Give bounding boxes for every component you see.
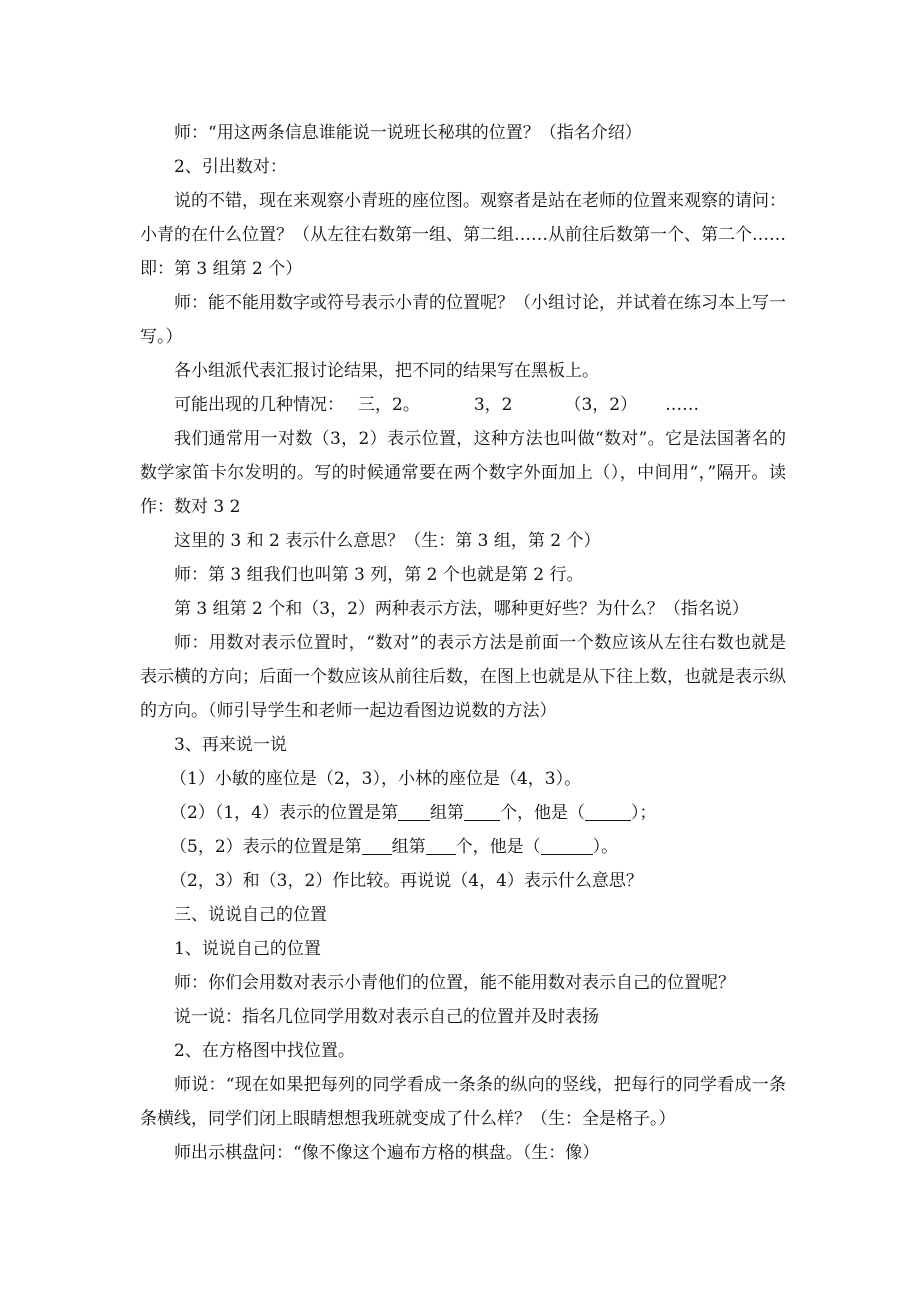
paragraph-22: 师说：“现在如果把每列的同学看成一条条的纵向的竖线，把每行的同学看成一条条横线，同学们闭上眼睛想想我班就变成了什么样？（生：全是格子。） <box>140 1075 786 1129</box>
paragraph-9: 师：第 3 组我们也叫第 3 列，第 2 个也就是第 2 行。 <box>174 565 584 585</box>
case-2: 3，2 <box>473 395 513 415</box>
paragraph-10: 第 3 组第 2 个和（3，2）两种表示方法，哪种更好些？为什么？（指名说） <box>174 599 749 619</box>
exercise-4: （2，3）和（3，2）作比较。再说说（4，4）表示什么意思？ <box>170 871 643 891</box>
blank-name <box>541 836 593 855</box>
paragraph-3: 说的不错，现在来观察小青班的座位图。观察者是站在老师的位置来观察的请问：小青的在什么位置？（从左往右数第一组、第二组……从前往后数第一个、第二个……即：第 3 组第 2 个） <box>140 191 786 279</box>
paragraph-7: 我们通常用一对数（3，2）表示位置，这种方法也叫做“数对”。它是法国著名的数学家笛卡尔发明的。写的时候通常要在两个数字外面加上（），中间用“，”隔开。读作：数对 3 2 <box>140 429 786 517</box>
case-3: （3，2） <box>564 395 638 415</box>
blank-number <box>464 802 500 821</box>
paragraph-19: 师：你们会用数对表示小青他们的位置，能不能用数对表示自己的位置呢？ <box>174 973 735 993</box>
blank-number <box>426 836 456 855</box>
paragraph-1: 师：“用这两条信息谁能说一说班长秘琪的位置？（指名介绍） <box>174 123 642 143</box>
exercise-3: （5，2）表示的位置是第 组第 个，他是（ ）。 <box>170 837 619 857</box>
blank-group <box>362 836 392 855</box>
heading-2b: 2、在方格图中找位置。 <box>174 1041 355 1061</box>
paragraph-23: 师出示棋盘问：“像不像这个遍布方格的棋盘。（生：像） <box>174 1143 600 1163</box>
case-4: …… <box>665 395 700 415</box>
paragraph-20: 说一说：指名几位同学用数对表示自己的位置并及时表扬 <box>174 1007 599 1027</box>
heading-2: 2、引出数对： <box>174 157 287 177</box>
exercise-2: （2）（1，4）表示的位置是第 组第 个，他是（ ）； <box>170 803 657 823</box>
cases-label: 可能出现的几种情况： <box>174 395 344 415</box>
paragraph-8: 这里的 3 和 2 表示什么意思？（生：第 3 组，第 2 个） <box>174 531 601 551</box>
heading-3: 3、再来说一说 <box>174 735 287 755</box>
paragraph-4: 师：能不能用数字或符号表示小青的位置呢？（小组讨论，并试着在练习本上写一写。） <box>140 293 786 347</box>
heading-1: 1、说说自己的位置 <box>174 939 321 959</box>
section-3: 三、说说自己的位置 <box>174 905 327 925</box>
document-page <box>140 116 786 1170</box>
blank-name <box>585 802 631 821</box>
exercise-1: （1）小敏的座位是（2，3），小林的座位是（4，3）。 <box>170 769 582 789</box>
case-1: 三，2。 <box>358 395 420 415</box>
paragraph-6 <box>140 388 786 422</box>
paragraph-11: 师：用数对表示位置时，“数对”的表示方法是前面一个数应该从左往右数也就是表示横的方向；后面一个数应该从前往后数，在图上也就是从下往上数，也就是表示纵的方向。（师引导学生和老师一起边看图边说数的方法） <box>140 633 786 721</box>
paragraph-5: 各小组派代表汇报讨论结果，把不同的结果写在黑板上。 <box>174 361 599 381</box>
blank-group <box>398 802 430 821</box>
